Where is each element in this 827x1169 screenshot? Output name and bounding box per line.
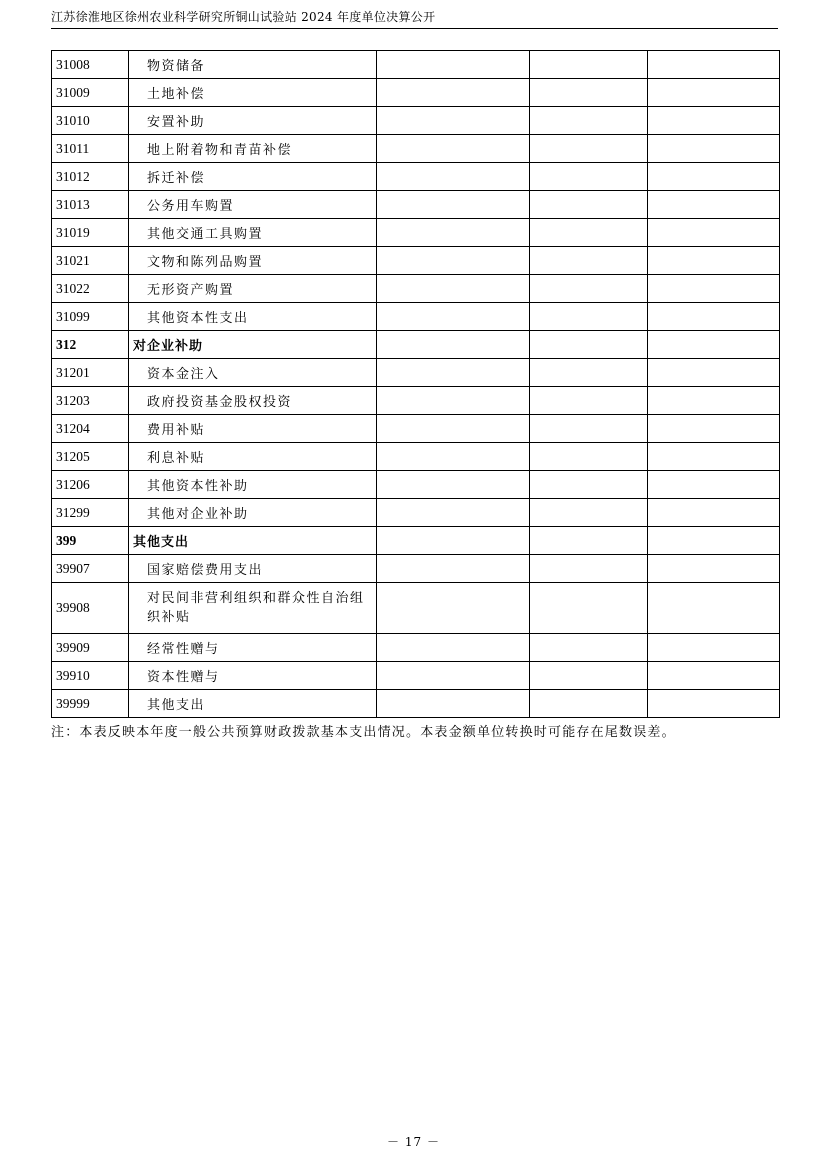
amount-cell-1 <box>377 219 530 247</box>
table-row <box>52 51 780 79</box>
subject-name-cell: 经常性赠与 <box>129 634 377 662</box>
amount-cell-3 <box>648 275 780 303</box>
amount-cell-2 <box>530 443 648 471</box>
table-row <box>52 443 780 471</box>
amount-cell-3 <box>648 471 780 499</box>
table-row <box>52 303 780 331</box>
amount-cell-1 <box>377 499 530 527</box>
subject-code-cell: 312 <box>52 331 129 359</box>
subject-name-cell: 其他支出 <box>129 527 377 555</box>
table-note: 注：本表反映本年度一般公共预算财政拨款基本支出情况。本表金额单位转换时可能存在尾数误差。 <box>51 725 676 740</box>
subject-code-cell: 31099 <box>52 303 129 331</box>
amount-cell-3 <box>648 107 780 135</box>
subject-code-cell: 31012 <box>52 163 129 191</box>
amount-cell-2 <box>530 331 648 359</box>
subject-name-cell: 无形资产购置 <box>129 275 377 303</box>
amount-cell-3 <box>648 415 780 443</box>
amount-cell-3 <box>648 555 780 583</box>
amount-cell-1 <box>377 690 530 718</box>
amount-cell-2 <box>530 303 648 331</box>
table-row <box>52 583 780 634</box>
amount-cell-3 <box>648 499 780 527</box>
amount-cell-2 <box>530 135 648 163</box>
subject-code-cell: 39908 <box>52 583 129 634</box>
expenditure-table <box>51 50 780 718</box>
amount-cell-1 <box>377 359 530 387</box>
amount-cell-2 <box>530 359 648 387</box>
subject-name-cell: 其他对企业补助 <box>129 499 377 527</box>
amount-cell-1 <box>377 51 530 79</box>
subject-code-cell: 31205 <box>52 443 129 471</box>
subject-name-cell: 费用补贴 <box>129 415 377 443</box>
subject-name-cell: 国家赔偿费用支出 <box>129 555 377 583</box>
amount-cell-2 <box>530 499 648 527</box>
amount-cell-3 <box>648 387 780 415</box>
amount-cell-2 <box>530 247 648 275</box>
subject-code-cell: 39909 <box>52 634 129 662</box>
amount-cell-2 <box>530 275 648 303</box>
amount-cell-3 <box>648 79 780 107</box>
subject-name-cell: 政府投资基金股权投资 <box>129 387 377 415</box>
subject-code-cell: 399 <box>52 527 129 555</box>
table-row <box>52 247 780 275</box>
amount-cell-2 <box>530 219 648 247</box>
amount-cell-1 <box>377 443 530 471</box>
amount-cell-2 <box>530 690 648 718</box>
amount-cell-2 <box>530 107 648 135</box>
amount-cell-3 <box>648 583 780 634</box>
amount-cell-1 <box>377 527 530 555</box>
amount-cell-1 <box>377 415 530 443</box>
amount-cell-3 <box>648 51 780 79</box>
subject-code-cell: 31008 <box>52 51 129 79</box>
amount-cell-1 <box>377 107 530 135</box>
amount-cell-3 <box>648 359 780 387</box>
subject-name-cell: 文物和陈列品购置 <box>129 247 377 275</box>
subject-name-cell: 拆迁补偿 <box>129 163 377 191</box>
amount-cell-2 <box>530 471 648 499</box>
subject-code-cell: 39910 <box>52 662 129 690</box>
table-row <box>52 219 780 247</box>
amount-cell-2 <box>530 387 648 415</box>
table-row <box>52 79 780 107</box>
amount-cell-2 <box>530 51 648 79</box>
subject-name-cell: 物资储备 <box>129 51 377 79</box>
amount-cell-1 <box>377 191 530 219</box>
amount-cell-1 <box>377 247 530 275</box>
page-number: － 17 － <box>387 1135 440 1149</box>
amount-cell-2 <box>530 662 648 690</box>
amount-cell-1 <box>377 471 530 499</box>
amount-cell-2 <box>530 191 648 219</box>
amount-cell-3 <box>648 303 780 331</box>
amount-cell-1 <box>377 135 530 163</box>
subject-name-cell: 其他交通工具购置 <box>129 219 377 247</box>
amount-cell-2 <box>530 79 648 107</box>
subject-code-cell: 31019 <box>52 219 129 247</box>
subject-name-cell: 对民间非营利组织和群众性自治组织补贴 <box>129 583 377 634</box>
subject-name-cell: 土地补偿 <box>129 79 377 107</box>
table-row <box>52 275 780 303</box>
amount-cell-3 <box>648 135 780 163</box>
category-row <box>52 331 780 359</box>
subject-name-cell: 其他资本性补助 <box>129 471 377 499</box>
table-row <box>52 107 780 135</box>
amount-cell-3 <box>648 219 780 247</box>
subject-code-cell: 39907 <box>52 555 129 583</box>
amount-cell-3 <box>648 662 780 690</box>
document-header: 江苏徐淮地区徐州农业科学研究所铜山试验站 2024 年度单位决算公开 <box>51 9 778 29</box>
category-row <box>52 527 780 555</box>
subject-code-cell: 31299 <box>52 499 129 527</box>
amount-cell-1 <box>377 79 530 107</box>
table-row <box>52 555 780 583</box>
subject-code-cell: 31021 <box>52 247 129 275</box>
amount-cell-2 <box>530 163 648 191</box>
amount-cell-3 <box>648 527 780 555</box>
amount-cell-1 <box>377 387 530 415</box>
subject-name-cell: 对企业补助 <box>129 331 377 359</box>
amount-cell-3 <box>648 163 780 191</box>
subject-code-cell: 31201 <box>52 359 129 387</box>
amount-cell-1 <box>377 662 530 690</box>
subject-name-cell: 地上附着物和青苗补偿 <box>129 135 377 163</box>
table-row <box>52 191 780 219</box>
subject-code-cell: 31206 <box>52 471 129 499</box>
amount-cell-2 <box>530 527 648 555</box>
amount-cell-3 <box>648 690 780 718</box>
subject-code-cell: 31203 <box>52 387 129 415</box>
amount-cell-1 <box>377 583 530 634</box>
subject-name-cell: 资本金注入 <box>129 359 377 387</box>
amount-cell-1 <box>377 275 530 303</box>
amount-cell-1 <box>377 163 530 191</box>
table-row <box>52 634 780 662</box>
amount-cell-3 <box>648 247 780 275</box>
amount-cell-1 <box>377 303 530 331</box>
subject-name-cell: 利息补贴 <box>129 443 377 471</box>
subject-code-cell: 31010 <box>52 107 129 135</box>
table-row <box>52 415 780 443</box>
table-row <box>52 163 780 191</box>
amount-cell-3 <box>648 191 780 219</box>
table-row <box>52 135 780 163</box>
amount-cell-3 <box>648 634 780 662</box>
subject-code-cell: 31022 <box>52 275 129 303</box>
table-row <box>52 690 780 718</box>
table-row <box>52 662 780 690</box>
subject-name-cell: 其他资本性支出 <box>129 303 377 331</box>
amount-cell-3 <box>648 331 780 359</box>
table-row <box>52 359 780 387</box>
table-row <box>52 471 780 499</box>
amount-cell-3 <box>648 443 780 471</box>
table-body <box>52 51 780 718</box>
subject-code-cell: 39999 <box>52 690 129 718</box>
amount-cell-1 <box>377 555 530 583</box>
amount-cell-1 <box>377 331 530 359</box>
amount-cell-2 <box>530 634 648 662</box>
subject-code-cell: 31204 <box>52 415 129 443</box>
table-row <box>52 387 780 415</box>
amount-cell-2 <box>530 583 648 634</box>
table-row <box>52 499 780 527</box>
subject-name-cell: 资本性赠与 <box>129 662 377 690</box>
subject-code-cell: 31009 <box>52 79 129 107</box>
subject-code-cell: 31013 <box>52 191 129 219</box>
amount-cell-2 <box>530 415 648 443</box>
subject-name-cell: 公务用车购置 <box>129 191 377 219</box>
amount-cell-1 <box>377 634 530 662</box>
amount-cell-2 <box>530 555 648 583</box>
subject-name-cell: 其他支出 <box>129 690 377 718</box>
subject-name-cell: 安置补助 <box>129 107 377 135</box>
subject-code-cell: 31011 <box>52 135 129 163</box>
